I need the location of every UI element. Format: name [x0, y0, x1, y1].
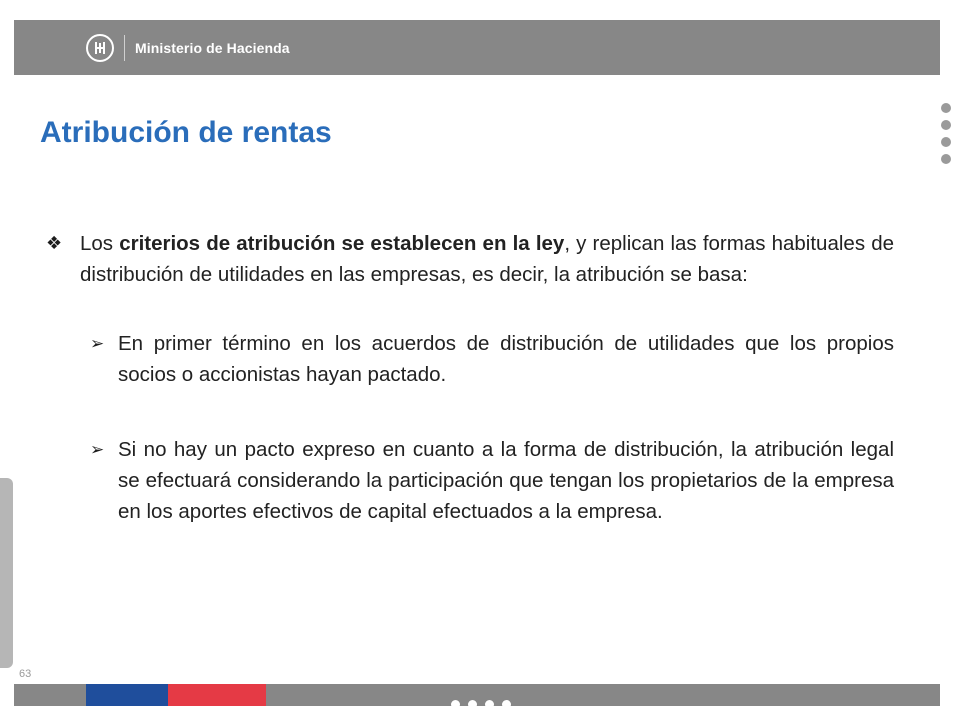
arrow-bullet-icon: ➢	[90, 334, 105, 353]
sub-bullet-text: Si no hay un pacto expreso en cuanto a la forma de distribución, la atribución legal se efectuará considerando la participación que tengan los propietarios de la empresa en los aportes efectivos de capital efectuados a la empresa.	[118, 438, 894, 523]
sub-bullet-text: En primer término en los acuerdos de distribución de utilidades que los propios socios o accionistas hayan pactado.	[118, 332, 894, 386]
main-bullet-bold: criterios de atribución se establecen en la ley	[119, 232, 565, 255]
sub-bullet-1	[90, 328, 894, 390]
ministry-name: Ministerio de Hacienda	[135, 40, 290, 56]
ministry-logo	[86, 28, 290, 68]
main-bullet	[46, 228, 894, 290]
logo-separator	[124, 35, 125, 61]
page-number: 63	[19, 668, 32, 680]
sub-bullet-2	[90, 434, 894, 527]
arrow-bullet-icon: ➢	[90, 440, 105, 459]
flag-stripe-red	[168, 684, 266, 706]
flag-stripe-blue	[86, 684, 168, 706]
left-tab-decoration	[0, 478, 13, 668]
slide-title: Atribución de rentas	[40, 116, 332, 149]
footer-dots-decoration	[451, 700, 511, 709]
main-bullet-text-after: , y replican las formas habituales de distribución de utilidades en las empresas, es decir, la atribución se basa:	[80, 232, 895, 286]
diamond-bullet-icon: ❖	[46, 233, 63, 253]
side-dots-decoration	[941, 103, 953, 171]
main-bullet-text-before: Los	[80, 232, 120, 255]
ministry-emblem-icon	[86, 34, 114, 62]
slide-content	[46, 228, 894, 527]
